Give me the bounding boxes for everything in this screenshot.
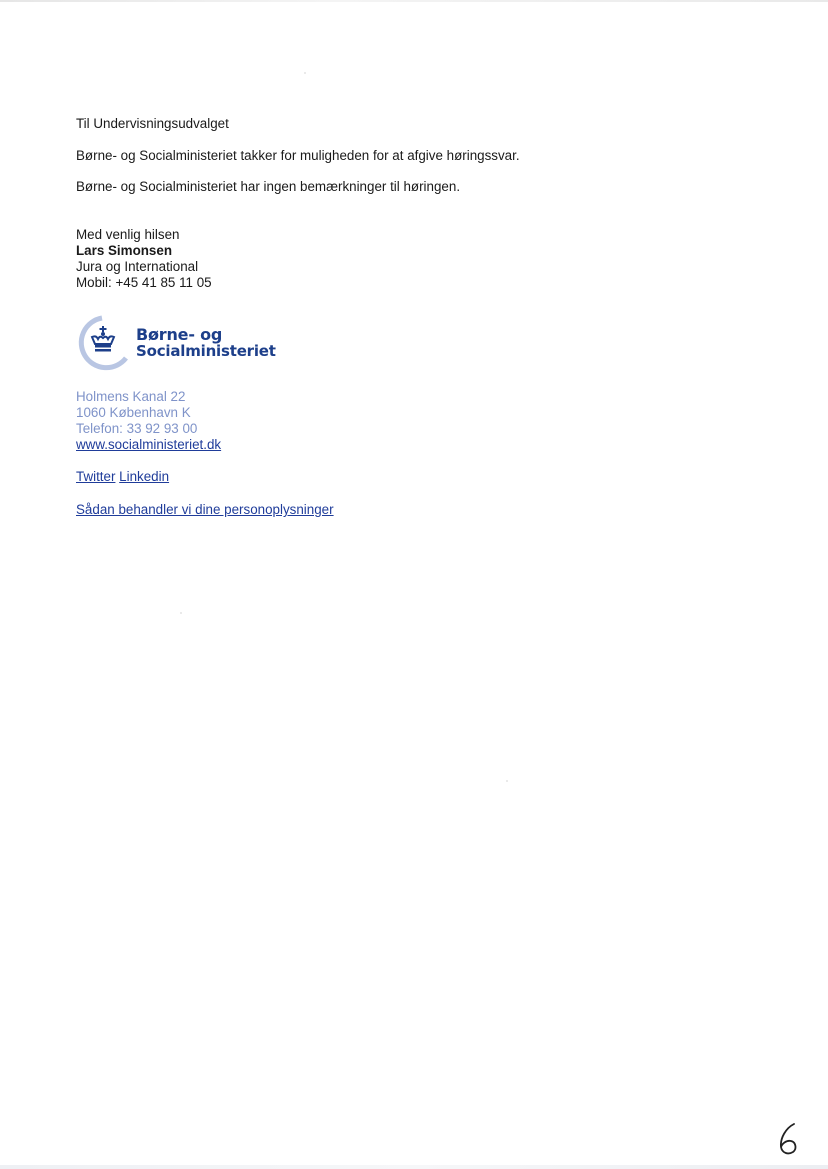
contact-phone: Telefon: 33 92 93 00 (76, 421, 198, 436)
signer-name: Lars Simonsen (76, 243, 172, 258)
signer-department: Jura og International (76, 259, 199, 274)
linkedin-link[interactable]: Linkedin (119, 469, 170, 484)
twitter-link[interactable]: Twitter (76, 469, 116, 484)
scan-edge-top (0, 0, 828, 2)
contact-city: 1060 København K (76, 405, 191, 420)
privacy-block (76, 502, 334, 518)
scan-speck (180, 612, 182, 614)
logo-text-line-2: Socialministeriet (136, 342, 276, 360)
privacy-link[interactable]: Sådan behandler vi dine personoplysninger (76, 502, 334, 517)
body-sentence-2: Børne- og Socialministeriet har ingen bemærkninger til høringen. (76, 179, 461, 194)
logo-wordmark (136, 326, 276, 360)
crown-icon (89, 326, 117, 352)
website-link[interactable]: www.socialministeriet.dk (76, 437, 222, 452)
greeting: Til Undervisningsudvalget (76, 116, 229, 131)
letter-body (76, 116, 776, 291)
handwritten-page-number (774, 1118, 804, 1158)
signer-mobile: Mobil: +45 41 85 11 05 (76, 275, 212, 290)
signature-block (76, 227, 776, 291)
scan-speck (506, 780, 508, 782)
logo-text-line-1: Børne- og (136, 325, 223, 344)
scan-edge-bottom (0, 1165, 828, 1169)
contact-block (76, 389, 221, 453)
body-sentence-1: Børne- og Socialministeriet takker for muligheden for at afgive høringssvar. (76, 148, 520, 163)
scan-speck (304, 72, 306, 74)
contact-street: Holmens Kanal 22 (76, 389, 186, 404)
ministry-logo (74, 314, 294, 372)
closing: Med venlig hilsen (76, 227, 180, 242)
social-links (76, 469, 169, 485)
